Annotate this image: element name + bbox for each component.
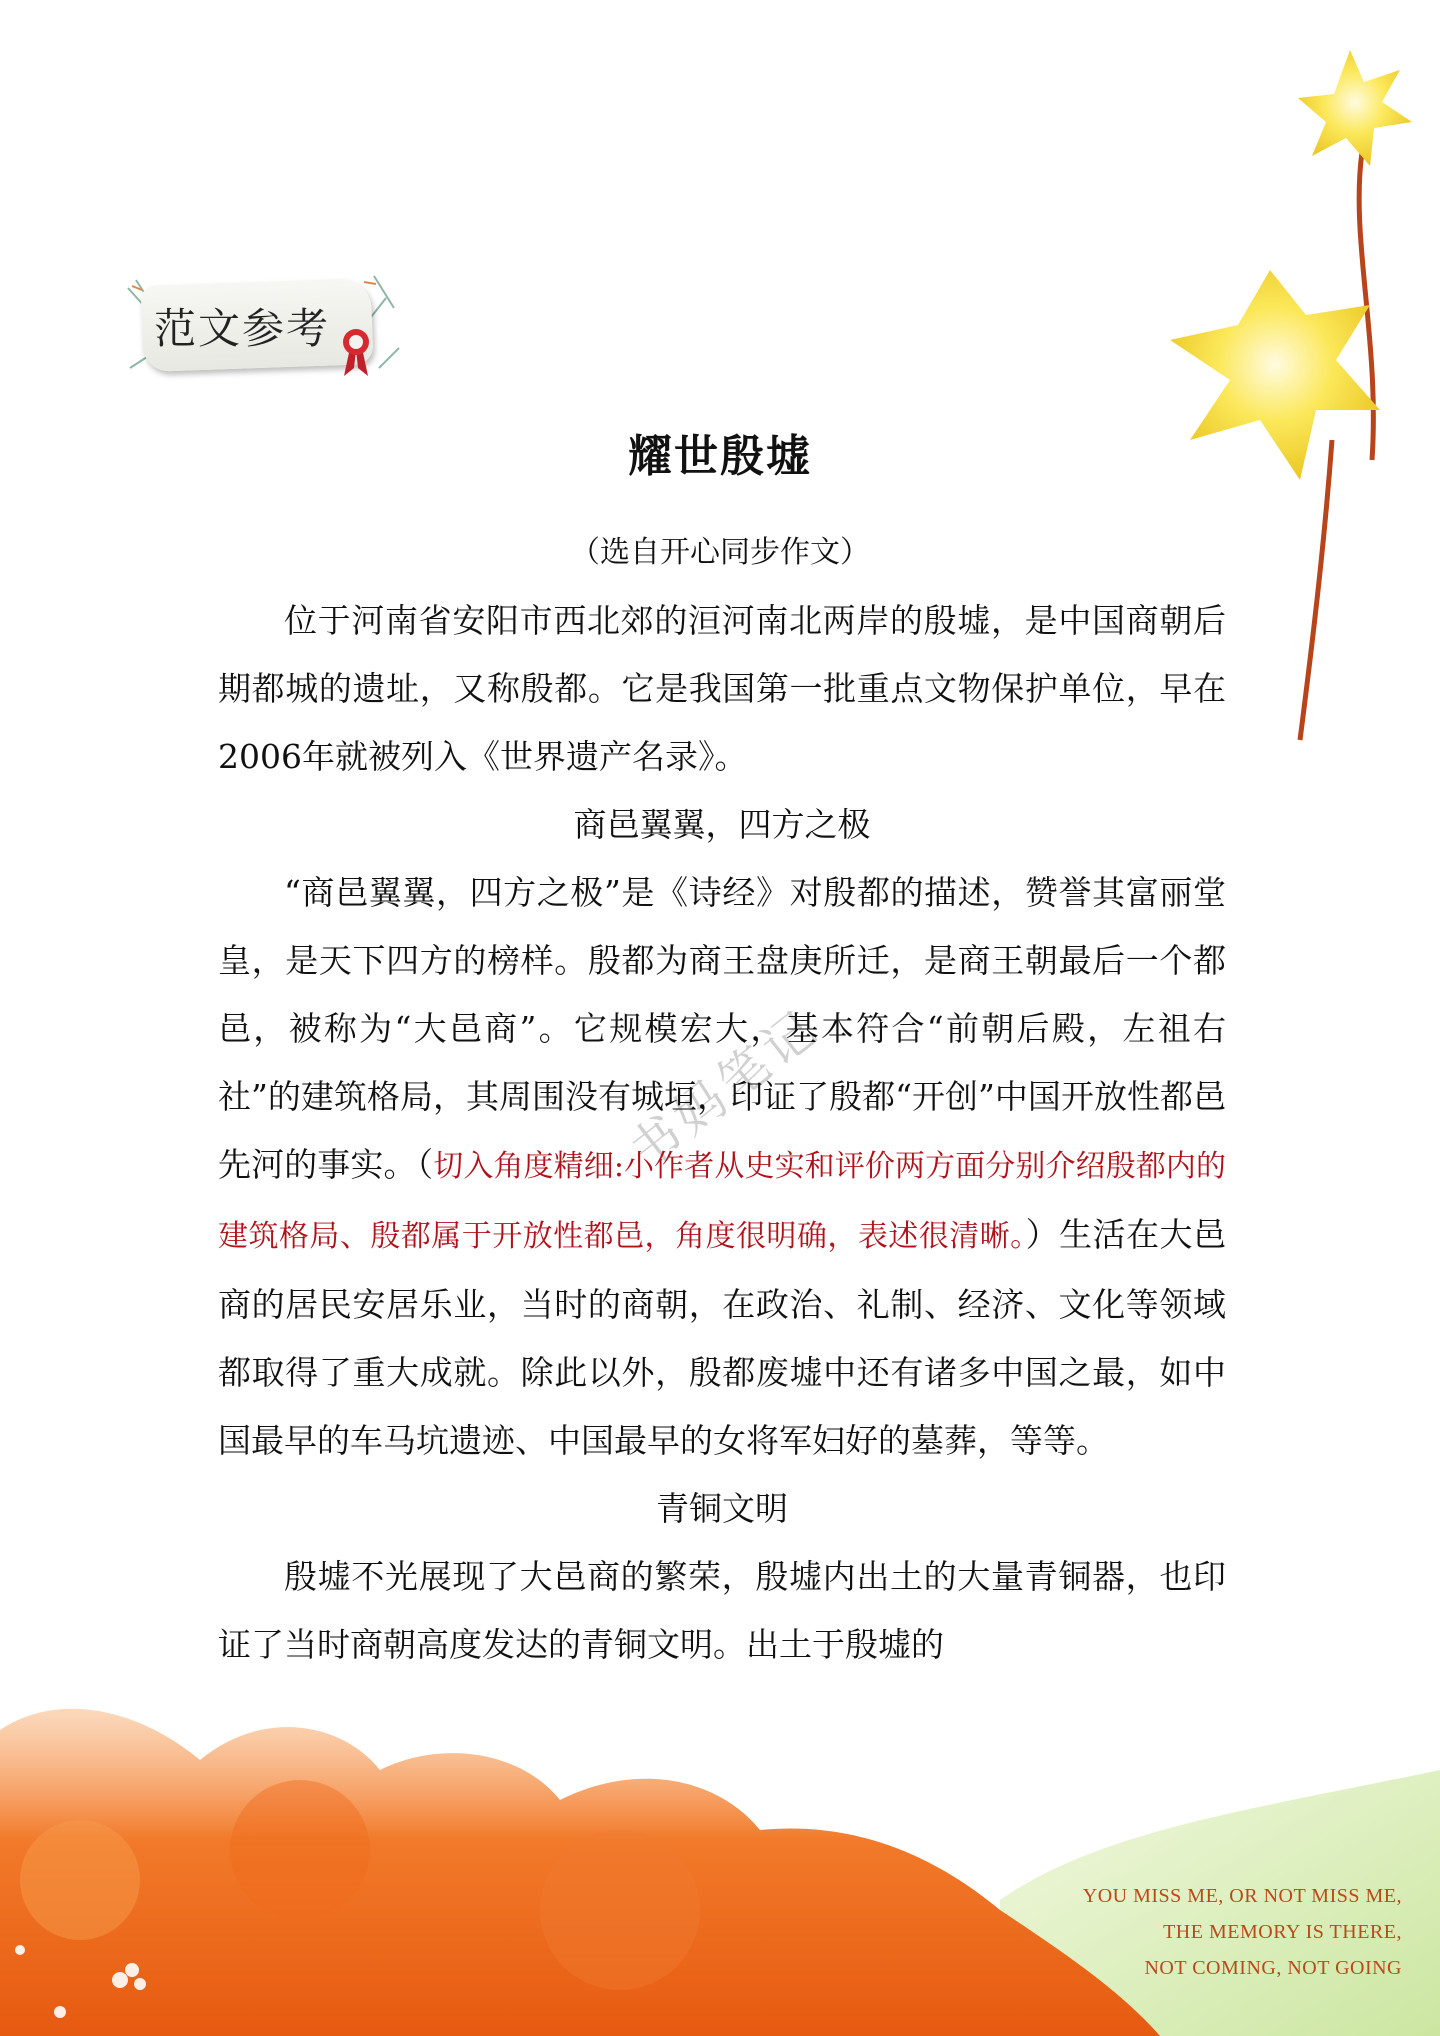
motto-line-2: THE MEMORY IS THERE, xyxy=(1163,1921,1402,1943)
paragraph-3: 殷墟不光展现了大邑商的繁荣，殷墟内出土的大量青铜器，也印证了当时商朝高度发达的青铜文明。出土于殷墟的 xyxy=(218,1557,1226,1664)
watermark: 书妈笔记 xyxy=(618,997,831,1181)
teacher-comment: 切入角度精细:小作者从史实和评价两方面分别介绍殷都内的建筑格局、殷都属于开放性都邑，角度很明确，表述很清晰。 xyxy=(218,1149,1227,1254)
paragraph-2-end: ）生活在大邑商的居民安居乐业，当时的商朝，在政治、礼制、经济、文化等领域都取得了重大成就。除此以外，殷都废墟中还有诸多中国之最，如中国最早的车马坑遗迹、中国最早的女将军妇好的墓葬，等等。 xyxy=(218,1215,1226,1460)
motto-line-3: NOT COMING, NOT GOING xyxy=(1144,1957,1402,1979)
sample-essay-badge xyxy=(124,268,404,383)
article-body xyxy=(218,587,1226,1679)
paragraph-2-start: “商邑翼翼，四方之极”是《诗经》对殷都的描述，赞誉其富丽堂皇，是天下四方的榜样。殷都为商王盘庚所迁，是商王朝最后一个都邑，被称为“大邑商”。它规模宏大，基本符合“前朝后殿，左祖右社”的建筑格局，其周围没有城垣，印证了殷都“开创”中国开放性都邑先河的事实。（ xyxy=(218,873,1226,1184)
paragraph-2 xyxy=(218,859,1226,1475)
motto-line-1: YOU MISS ME, OR NOT MISS ME, xyxy=(1082,1885,1402,1907)
rosette-icon xyxy=(336,322,376,378)
small-star-icon xyxy=(1298,50,1412,166)
paragraph-1: 位于河南省安阳市西北郊的洹河南北两岸的殷墟，是中国商朝后期都城的遗址，又称殷都。它是我国第一批重点文物保护单位，早在2006年就被列入《世界遗产名录》。 xyxy=(218,601,1226,776)
article-source: （选自开心同步作文） xyxy=(570,535,870,570)
subheading-2: 青铜文明 xyxy=(656,1489,788,1528)
article-title: 耀世殷墟 xyxy=(628,431,812,482)
subheading-1: 商邑翼翼，四方之极 xyxy=(573,805,871,844)
badge-label: 范文参考 xyxy=(154,304,331,353)
motto xyxy=(1083,1878,1402,1986)
